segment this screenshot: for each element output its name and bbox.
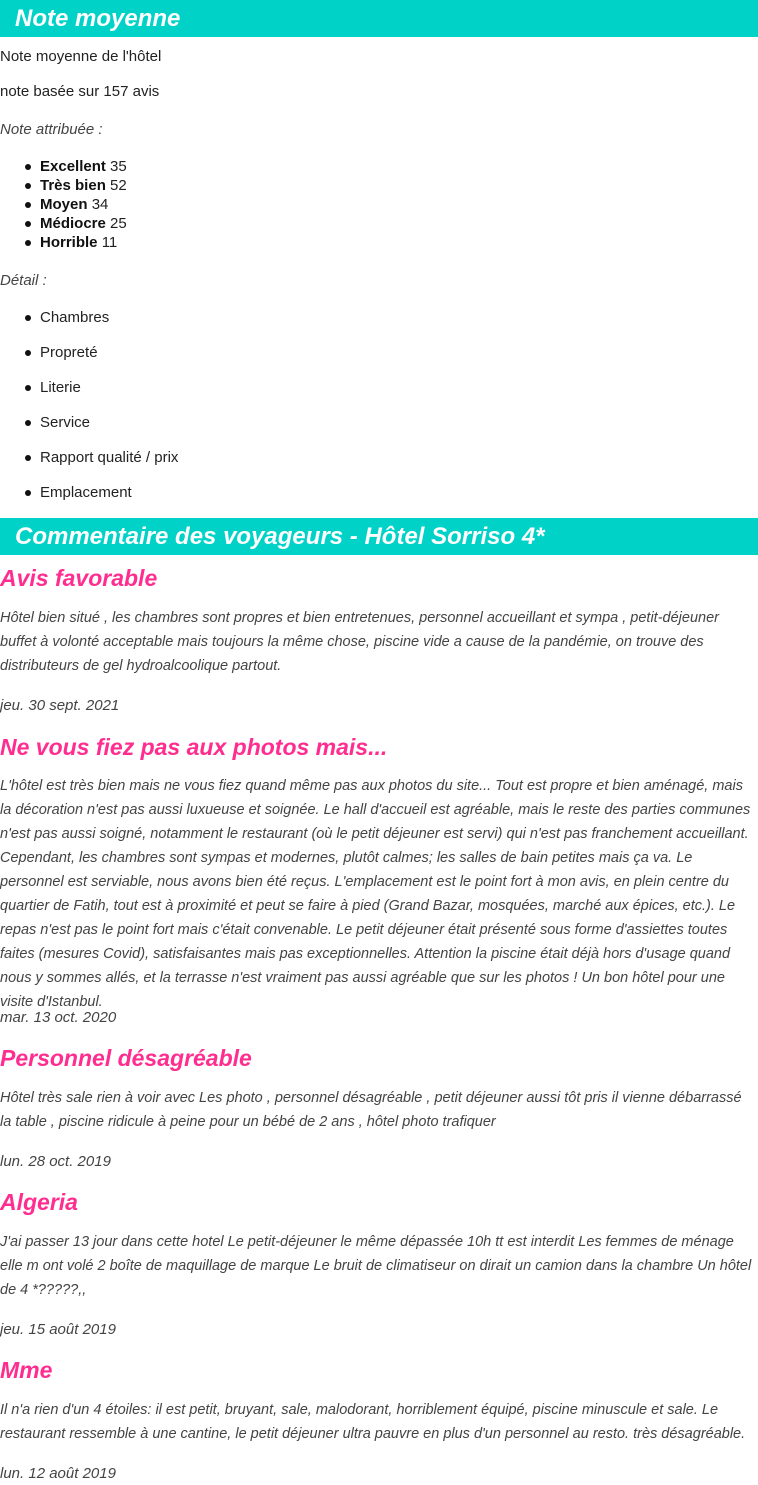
review-title: Avis favorable — [0, 565, 158, 591]
review-body: Hôtel très sale rien à voir avec Les photo , personnel désagréable , petit déjeuner aussi tôt pris il vienne débarrassé la table , piscine ridicule à peine pour un bébé de 2 ans , hôtel photo trafiquer — [0, 1090, 742, 1130]
rating-count: 11 — [101, 234, 118, 251]
rating-name: Horrible — [40, 234, 98, 251]
review-date: mar. 13 oct. 2020 — [0, 1009, 117, 1026]
rating-count: 34 — [91, 196, 109, 213]
rating-item-excellent — [0, 157, 758, 176]
review-date: lun. 28 oct. 2019 — [0, 1153, 111, 1170]
detail-item-emplacement: Emplacement — [0, 483, 758, 502]
review-title: Ne vous fiez pas aux photos mais... — [0, 734, 388, 760]
review — [0, 732, 758, 762]
rating-heading: Note moyenne — [0, 0, 758, 37]
detail-item-literie: Literie — [0, 378, 758, 397]
review-title: Mme — [0, 1357, 53, 1383]
attributed-label: Note attribuée : — [0, 121, 103, 138]
review-body: Hôtel bien situé , les chambres sont propres et bien entretenues, personnel accueillant et sympa , petit-déjeuner buffet à volonté acceptable mais toujours la même chose, piscine vide a cause de la pandémie, on trouve des distributeurs de gel hydroalcoolique partout. — [0, 610, 719, 674]
review-title: Personnel désagréable — [0, 1045, 252, 1071]
review — [0, 1355, 758, 1385]
rating-item-mediocre — [0, 214, 758, 233]
details-list — [0, 308, 758, 518]
rating-name: Médiocre — [40, 215, 106, 232]
review-body: L'hôtel est très bien mais ne vous fiez quand même pas aux photos du site... Tout est propre et bien aménagé, mais la décoration n'est pas aussi luxueuse et soignée. Le hall d'accueil est agréable, mais le reste des parties communes n'est pas aussi soigné, notamment le restaurant (où le petit déjeuner est servi) qui n'est pas franchement accueillant. Cependant, les chambres sont sympas et modernes, plutôt calmes; les salles de bain petites mais ça va. Le personnel est serviable, nous avons bien été reçus. L'emplacement est le point fort à mon avis, en plein centre du quartier de Fatih, tout est à proximité et peut se faire à pied (Grand Bazar, mosquées, marché aux épices, etc.). Le repas n'est pas le point fort mais c'était convenable. Le petit déjeuner était présenté sous forme d'assiettes toutes faites (mesures Covid), satisfaisantes mais pas exceptionnelles. Attention la piscine était déjà hors d'usage quand nous y sommes allés, et la terrasse n'est vraiment pas aussi agréable que sur les photos ! Un bon hôtel pour une visite d'Istanbul. — [0, 778, 751, 1010]
review — [0, 1043, 758, 1073]
detail-item-chambres: Chambres — [0, 308, 758, 327]
average-label: Note moyenne de l'hôtel — [0, 48, 162, 65]
detail-item-service: Service — [0, 413, 758, 432]
review — [0, 563, 758, 593]
rating-count: 35 — [110, 158, 127, 175]
reviews-heading: Commentaire des voyageurs - Hôtel Sorriso 4* — [0, 518, 758, 555]
review — [0, 1187, 758, 1217]
review-body: J'ai passer 13 jour dans cette hotel Le petit-déjeuner le même dépassée 10h tt est interdit Les femmes de ménage elle m ont volé 2 boîte de maquillage de marque Le bruit de climatiseur on dirait un camion dans la chambre Un hôtel de 4 *?????,, — [0, 1234, 752, 1298]
detail-item-rapport-qualite-prix: Rapport qualité / prix — [0, 448, 758, 467]
rating-count: 25 — [110, 215, 127, 232]
rating-name: Moyen — [40, 196, 88, 213]
review-date: lun. 12 août 2019 — [0, 1465, 116, 1482]
rating-name: Très bien — [40, 177, 106, 194]
review-title: Algeria — [0, 1189, 78, 1215]
based-on-text: note basée sur 157 avis — [0, 83, 160, 100]
rating-name: Excellent — [40, 158, 106, 175]
review-date: jeu. 15 août 2019 — [0, 1321, 116, 1338]
review-body: Il n'a rien d'un 4 étoiles: il est petit, bruyant, sale, malodorant, horriblement équipé, piscine minuscule et sale. Le restaurant ressemble à une cantine, le petit déjeuner ultra pauvre en plus d'un personnel au resto. très désagréable. — [0, 1402, 746, 1442]
detail-label: Détail : — [0, 272, 47, 289]
rating-item-horrible — [0, 233, 758, 252]
rating-item-tres-bien — [0, 176, 758, 195]
detail-item-proprete: Propreté — [0, 343, 758, 362]
review-date: jeu. 30 sept. 2021 — [0, 697, 120, 714]
rating-item-moyen — [0, 195, 758, 214]
rating-count: 52 — [110, 177, 127, 194]
ratings-list — [0, 157, 758, 252]
